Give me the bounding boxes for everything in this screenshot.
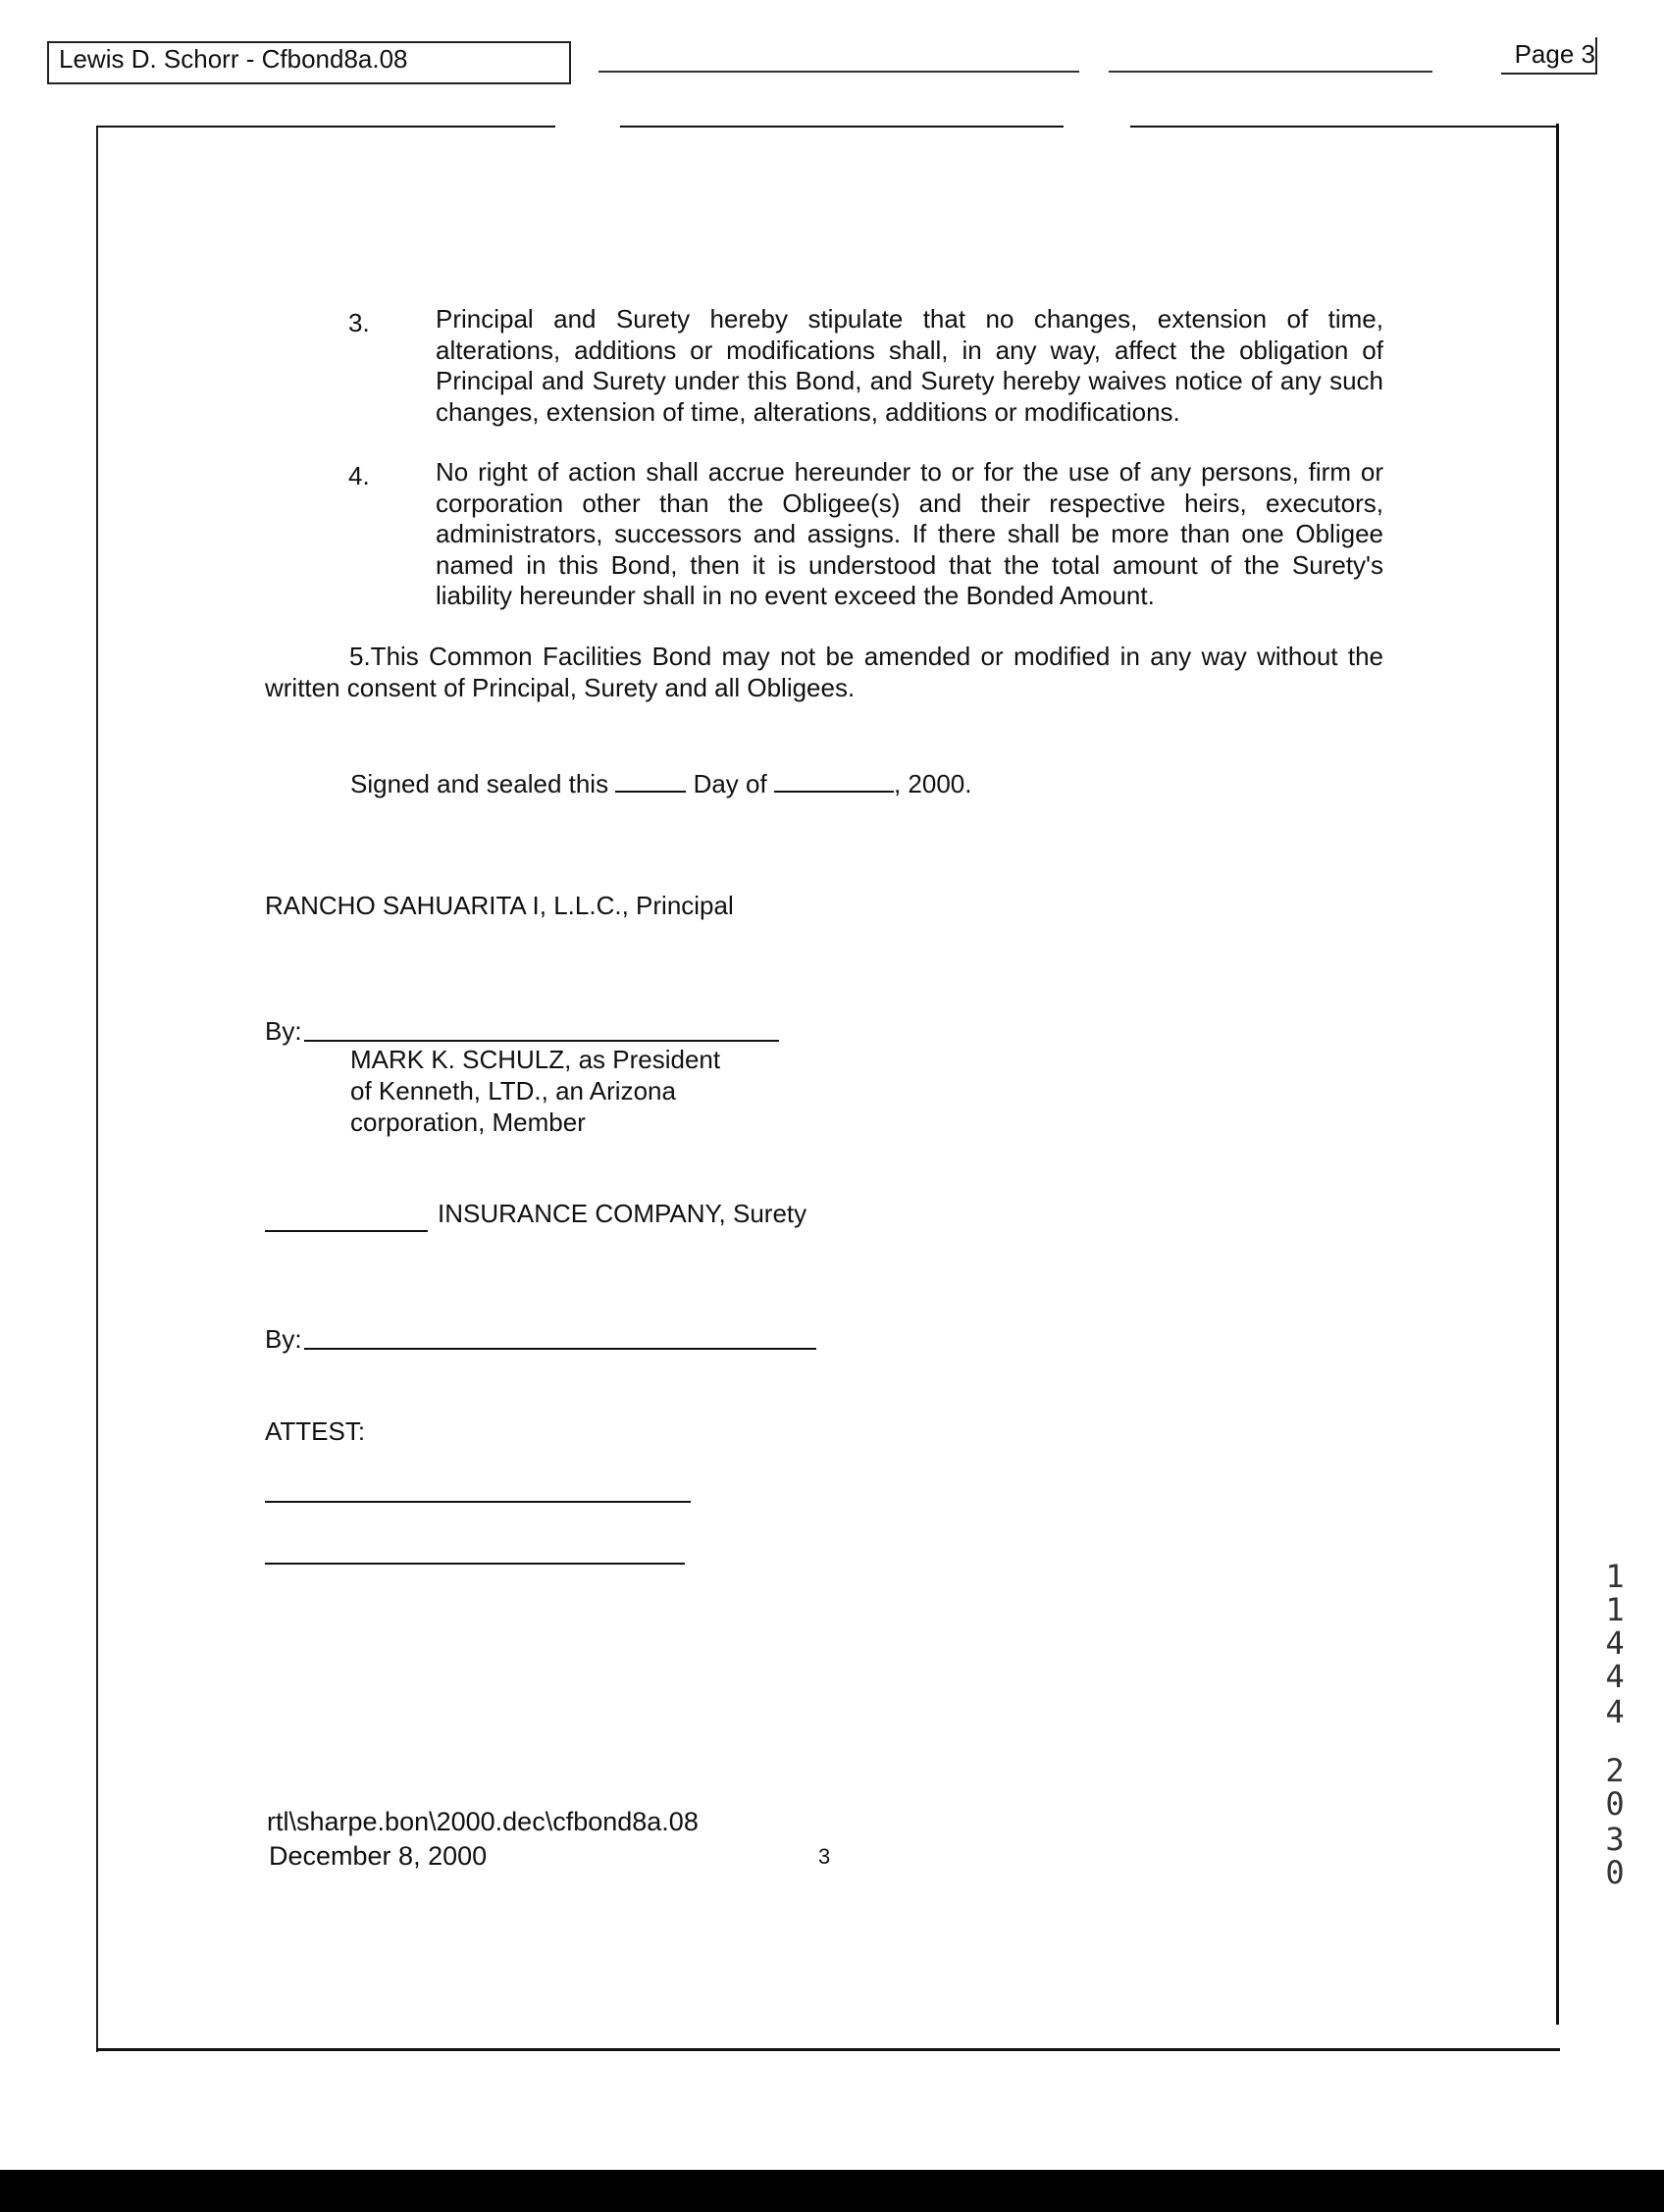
signer-line-3: corporation, Member xyxy=(350,1107,586,1137)
frame-right xyxy=(1556,124,1559,2025)
frame-top xyxy=(96,126,555,128)
stamp-digit: 1 xyxy=(1605,1558,1625,1595)
footer-date: December 8, 2000 xyxy=(269,1841,488,1871)
header-rule xyxy=(1109,71,1432,73)
signed-prefix: Signed and sealed this xyxy=(350,769,609,798)
stamp-digit: 3 xyxy=(1605,1821,1625,1858)
signed-sealed-line xyxy=(350,769,971,799)
item-4-number: 4. xyxy=(348,461,370,490)
item-4-text: No right of action shall accrue hereunder to or for the use of any persons, firm or corporation other than the Obligee(s) and their respective heirs, executors, administrators, successors and assigns. If there shall be more than one Obligee named in this Bond, then it is understood that the total amount of the Surety's liability hereunder shall in no event exceed the Bonded Amount. xyxy=(436,457,1383,610)
page-label: Page 3 xyxy=(1514,39,1595,69)
stamp-digit: 0 xyxy=(1605,1785,1625,1823)
header-rule xyxy=(598,71,1079,73)
scan-border xyxy=(0,2170,1664,2212)
frame-left xyxy=(96,128,98,2052)
stamp-digit: 2 xyxy=(1605,1752,1625,1789)
stamp-digit: 1 xyxy=(1605,1591,1625,1628)
document-title: Lewis D. Schorr - Cfbond8a.08 xyxy=(59,44,408,74)
signed-middle: Day of xyxy=(693,769,767,798)
surety-name: INSURANCE COMPANY, Surety xyxy=(438,1199,807,1228)
attest-line-2 xyxy=(265,1563,685,1565)
item-3-text: Principal and Surety hereby stipulate that no changes, extension of time, alterations, additions or modifications shall, in any way, affect the obligation of Principal and Surety under this Bond, and Surety hereby waives notice of any such changes, extension of time, alterations, additions or modifications. xyxy=(436,304,1383,427)
signed-suffix: , 2000. xyxy=(893,769,972,798)
stamp-digit: 0 xyxy=(1605,1854,1625,1891)
day-blank xyxy=(615,791,686,793)
surety-company-blank xyxy=(265,1230,428,1232)
surety-signature-line xyxy=(304,1348,816,1350)
principal-name: RANCHO SAHUARITA I, L.L.C., Principal xyxy=(265,891,734,920)
stamp-digit: 4 xyxy=(1605,1624,1625,1662)
frame-top xyxy=(620,126,1064,128)
frame-bottom xyxy=(96,2048,1560,2051)
by-label: By: xyxy=(265,1016,302,1046)
footer-page-number: 3 xyxy=(818,1844,831,1869)
stamp-digit: 4 xyxy=(1605,1658,1625,1695)
attest-line-1 xyxy=(265,1501,691,1503)
attest-label: ATTEST: xyxy=(265,1416,366,1446)
signer-line-2: of Kenneth, LTD., an Arizona xyxy=(350,1076,676,1106)
principal-signature-line xyxy=(304,1040,779,1042)
signer-line-1: MARK K. SCHULZ, as President xyxy=(350,1045,721,1074)
month-blank xyxy=(774,791,894,793)
stamp-digit: 4 xyxy=(1605,1693,1625,1730)
by-label-surety: By: xyxy=(265,1324,302,1354)
footer-file-path: rtl\sharpe.bon\2000.dec\cfbond8a.08 xyxy=(267,1807,699,1836)
item-5-text: 5.This Common Facilities Bond may not be amended or modified in any way without the written consent of Principal, Surety and all Obligees. xyxy=(265,642,1383,702)
frame-top xyxy=(1130,126,1558,128)
item-3-number: 3. xyxy=(348,308,370,337)
